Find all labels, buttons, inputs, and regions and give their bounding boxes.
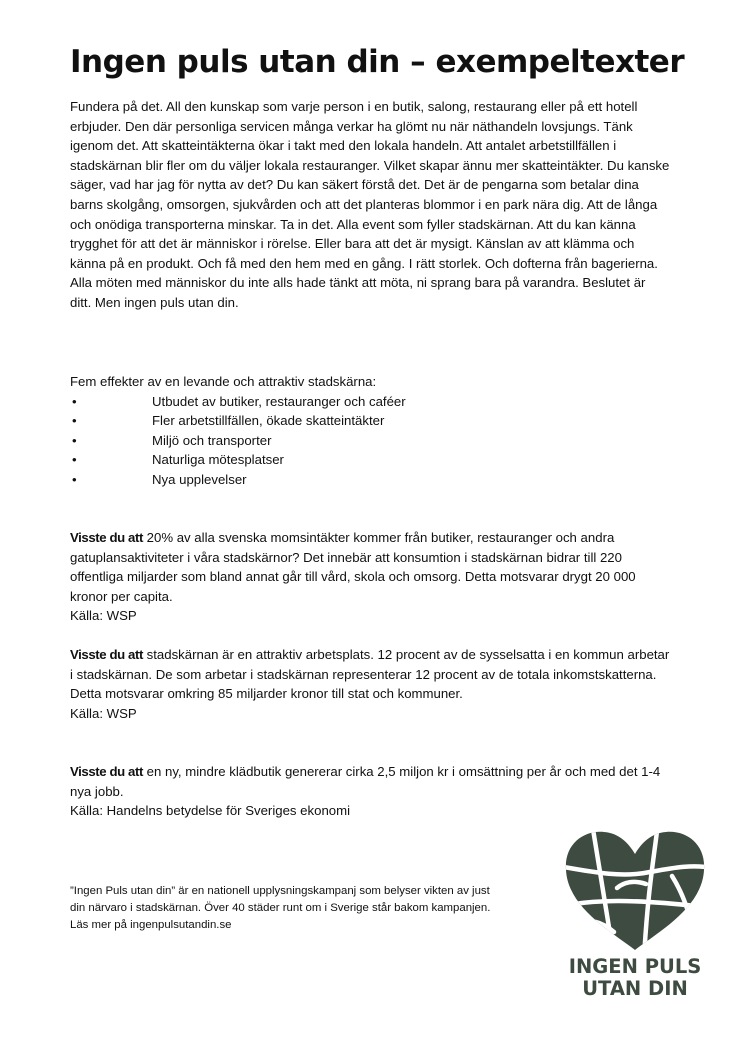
list-item: [70, 450, 670, 470]
fact-lead: Visste du att: [70, 647, 143, 662]
fact-source: Källa: WSP: [70, 705, 137, 721]
logo-line-2: UTAN DIN: [582, 977, 688, 1000]
list-item: [70, 411, 670, 431]
list-item-text: Nya upplevelser: [152, 471, 247, 487]
list-item-text: Naturliga mötesplatser: [152, 452, 284, 468]
campaign-logo: [560, 828, 710, 1018]
bullet-icon: •: [72, 413, 77, 429]
list-item-text: Utbudet av butiker, restauranger och caféer: [152, 393, 406, 409]
intro-paragraph: Fundera på det. All den kunskap som varje person i en butik, salong, restaurang eller på ett hotell erbjuder. Den där personliga servicen många verkar ha glömt nu när näthandeln lovsjungs. Tänk igenom det. Att skatteintäkterna ökar i takt med den lokala handeln. Att antalet arbetstillfällen i stadskärnan blir fler om du väljer lokala restauranger. Vilket skapar ännu mer skatteintäkter. Du kanske säger, vad har jag för nytta av det? Du kan säkert förstå det. Det är de pengarna som betalar dina barns skolgång, omsorgen, sjukvården och att det planteras blommor i en park nära dig. Att de långa och onödiga transporterna minskar. Ta in det. Alla event som fyller stadskärnan. Att du kan känna trygghet för att det är människor i rörelse. Eller bara att det är mysigt. Känslan av att klämma och känna på en produkt. Och få med den hem med en gång. I rätt storlek. Och dofterna från bagerierna. Alla möten med människor du inte alls hade tänkt att möta, ni sprang bara på varandra. Beslutet är ditt. Men ingen puls utan din.: [70, 99, 670, 310]
bullet-icon: •: [72, 471, 77, 487]
fact-text: 20% av alla svenska momsintäkter kommer från butiker, restauranger och andra gatuplansaktiviteter i våra stadskärnor? Det innebär att konsumtion i stadskärnan bidrar till 220 offentliga miljarder som bland annat går till vård, skola och omsorg. Detta motsvarar drygt 20 000 kronor per capita.: [70, 530, 636, 604]
fact-text: stadskärnan är en attraktiv arbetsplats. 12 procent av de sysselsatta i en kommun arbetar i stadskärnan. De som arbetar i stadskärnan representerar 12 procent av de totala inkomstskatterna. Detta motsvarar omkring 85 miljarder kronor till stat och kommuner.: [70, 647, 670, 702]
list-item-text: Miljö och transporter: [152, 432, 272, 448]
effects-section: [70, 372, 670, 490]
fact-paragraph: [70, 528, 670, 606]
list-item: [70, 470, 670, 490]
list-item: [70, 392, 670, 412]
list-item: [70, 431, 670, 451]
fact-block: [70, 762, 670, 821]
bullet-icon: •: [72, 432, 77, 448]
fact-paragraph: [70, 762, 670, 801]
heart-map-icon: [562, 828, 708, 952]
bullet-icon: •: [72, 393, 77, 409]
logo-wordmark: [560, 956, 710, 1000]
logo-line-1: INGEN PULS: [568, 955, 702, 978]
list-item-text: Fler arbetstillfällen, ökade skatteintäkter: [152, 413, 385, 429]
fact-text: en ny, mindre klädbutik genererar cirka 2,5 miljon kr i omsättning per år och med det 1-4 nya jobb.: [70, 764, 661, 799]
fact-source: Källa: Handelns betydelse för Sveriges ekonomi: [70, 803, 351, 819]
fact-lead: Visste du att: [70, 764, 143, 779]
bullet-icon: •: [72, 452, 77, 468]
fact-block: [70, 645, 670, 723]
fact-lead: Visste du att: [70, 530, 143, 545]
footer-note: ”Ingen Puls utan din” är en nationell upplysningskampanj som belyser vikten av just din närvaro i stadskärnan. Över 40 städer runt om i Sverige står bakom kampanjen. Läs mer på ingenpulsutandin.se: [70, 885, 491, 931]
fact-paragraph: [70, 645, 670, 704]
effects-heading: Fem effekter av en levande och attraktiv stadskärna:: [70, 374, 377, 389]
fact-source: Källa: WSP: [70, 608, 137, 624]
fact-block: [70, 528, 670, 626]
effects-list: [70, 392, 670, 490]
page-title: Ingen puls utan din – exempeltexter: [70, 44, 685, 80]
